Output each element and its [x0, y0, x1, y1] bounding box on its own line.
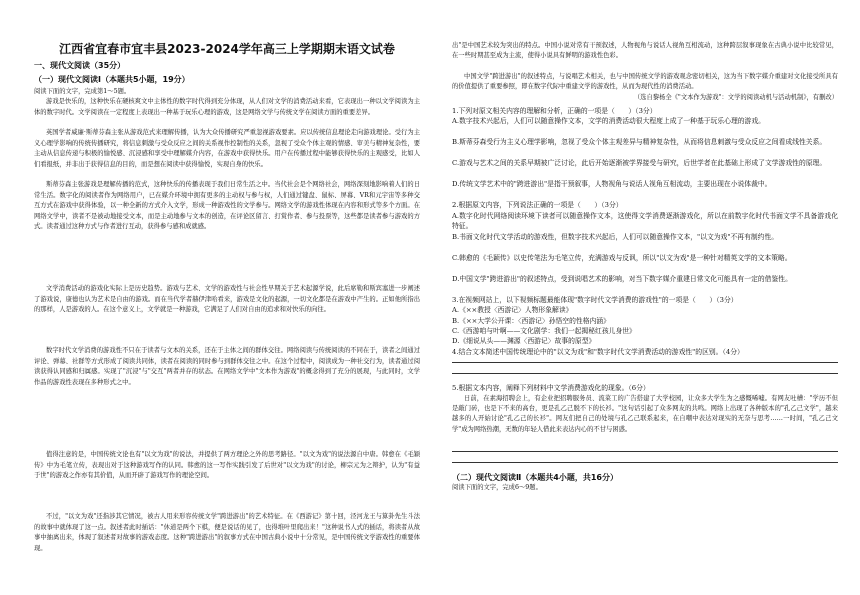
answer-line[interactable]	[452, 446, 838, 457]
question-option: C.韩愈的《毛颖传》以史传笔法为毛笔立传，充满游戏与反讽，所以"以文为戏"是一种针对精英文学的文本策略。	[452, 253, 792, 262]
passage-paragraph: 斯蒂芬森主张游戏是理解传播的范式，这种快乐的传播表现于我们日常生活之中。当代社会是个网络社会，网络深刻地影响着人们的日常生活。数字化的阅读者作为网络用户，已在媒介环境中拥有更多的主动权与参与权，人们通过键盘、鼠标、屏幕、VR和元宇宙等多种交互方式在游戏中获得体验，以一种全新的方式介入文学，形成一种游戏性的文学参与。网络文学的游戏性体现在内容和形式等多个方面。在网络文学中，读者不是被动地接受文本，而是主动地参与文本的创造，在评论区留言、打赏作者、参与投票等，这些都是读者参与游戏的方式。读者通过这种方式与作者进行互动，获得参与感和成就感。	[34, 181, 420, 231]
answer-line[interactable]	[452, 357, 838, 368]
question-option: C.游戏与艺术之间的关系早期被广泛讨论，此后开始逐渐被学界接受与研究，后世学者在此基础上形成了文学游戏性的原理。	[452, 159, 827, 168]
answer-line[interactable]	[452, 457, 838, 468]
question-option: A.数字化时代网络阅读环境下读者可以随意操作文本，这使得文学消费逐渐游戏化，所以在前数字化时代书面文学不具备游戏化特征。	[452, 211, 838, 231]
passage-paragraph: 数字时代文学消费的游戏性不只在于读者与文本的关系，还在于主体之间的群体交往。网络阅读与传统阅读的不同在于，读者之间通过评论、弹幕、社群等方式形成了阅读共同体，读者在阅读的同时参与到群体交往之中。在这个过程中，阅读成为一种社交行为，读者通过阅读获得认同感和归属感。实现了"沉浸"与"交互"两者并存的状态。在网络文学中"文本作为游戏"的概念得到了充分的展现，与此同时，文学作品的游戏性表现在多种形式之中。	[34, 347, 420, 386]
right-column	[452, 0, 838, 493]
reading-instruction: 阅读下面的文字，完成第1～5题。	[34, 88, 131, 95]
passage-paragraph: 英国学者威廉·斯蒂芬森主张从游戏范式来理解传播，认为大众传播研究严重忽视游戏要素。应以传统信息理论走向游戏理论。受行为主义心理学影响的传统传播研究，将信息刺激与受众反应之间的关系视作控制性的关系，忽视了受众个体主观的情感、审美与精神复杂性，要主动从信息传递与积极的愉悦感、沉浸感和享受中理解媒介内容，在游戏中获得快乐。用户在传播过程中能够获得快乐的主观感受，比如人们看报纸，并非出于获得信息的目的，而是想在阅读中获得愉悦，实现自身的快乐。	[34, 129, 420, 168]
question-option: A.《××教授〈西游记〉人物形象解读》	[452, 306, 573, 315]
question-option: C.《西游咱与叶啊——文化剧学：我们一起揭秘红孩儿身世》	[452, 327, 636, 336]
excerpt-source: （选自黎杨全《"文本作为游戏"：文学的阅读动机与活动机制》，有删改）	[633, 94, 838, 101]
question-option: D.《细说从头——渊源〈西游记〉故事的原型》	[452, 337, 596, 346]
question-option: D.中国文学"跨进游出"的叙述特点，受到说唱艺术的影响，对当下数字媒介重建日常文化可能具有一定的借鉴性。	[452, 274, 792, 283]
question-stem: 5.根据文本内容，阐释下列材料中文学消费游戏化的现象。（6分）	[452, 384, 650, 393]
reading-instruction: 阅读下面的文字，完成6～9题。	[452, 483, 542, 491]
question-stem: 2.根据原文内容，下列说法正确的一项是（ ）（3分）	[452, 201, 623, 210]
question-option: B.《××大学公开课：〈西游记〉孙悟空的性格内涵》	[452, 316, 610, 325]
question-stem: 3.在视频网站上，以下视频标题最能体现"数字时代文学消费的游戏性"的一项是（ ）（3分）	[452, 295, 738, 304]
passage-paragraph: 出"是中国艺术较为突出的特点。中国小说对常有干预叙述，人物视角与说话人视角互相流动，这种跨层叙事现象在古典小说中比较常见，在一些时期甚至成为主流，使得小说具有鲜明的游戏性色彩。	[452, 42, 838, 60]
passage-paragraph: 游戏是快乐的，这种快乐在硬核爽文中主体性的数字时代得到充分体现，从人们对文学的消费活动来看，它表现出一种以文学阅读为主体的数字时代。文学阅读在一定程度上表现出一种基于玩乐心理的游戏，这是网络文学与传统文学在阅读方面的重要差异。	[34, 98, 420, 116]
material-paragraph: 日前，在素海招聘会上，有企业把招聘服务员、流菜工的广告搭建了大学校园，让众多大学生为之感慨唏嘘。有网友吐槽："学历不但是敲门砖，也是下不来的高台，更是孔乙己脱不下的长衫。"这句话引起了众多网友的共鸣。网络上出现了各种版本的"孔乙己文学"，越来越多的人开始讨论"孔乙己的长衫"。网友们把自己的处境与孔乙己联系起来，在自嘲中表达对现实的无奈与思考……一时间，"孔乙己文学"成为网络热潮，无数的年轻人借此来表达内心的不甘与困惑。	[452, 394, 838, 433]
question-option: D.传统文学艺术中的"跨进游出"是指干预叙事，人物视角与说话人视角互相流动，主要出现在小说体裁中。	[452, 180, 772, 189]
question-option: B.书面文化时代文学活动的游戏性，但数字技术兴起后，人们可以随意操作文本，"以文为戏"不再有制约性。	[452, 232, 779, 241]
passage-paragraph: 值得注意的是，中国传统文论也有"以文为戏"的说法，并提供了两方理论之外的思考路径。"以文为戏"的说法源自中唐。韩愈在《毛颖传》中为毛笔立传，表现出对于这种游戏写作的认同。韩愈的这一写作实践引发了后世对"以文为戏"的讨论，柳宗元为之辩护，认为"有益于世"的游戏之作亦有其价值，从而开辟了游戏写作的理论空间。	[34, 451, 420, 480]
question-option: A.数字技术兴起后，人们可以随意操作文本，文学的消费活动很大程度上成了一种基于玩乐心理的游戏。	[452, 117, 765, 126]
passage-paragraph: 文学消费活动的游戏化实际上是历史趋势。游戏与艺术、文学的游戏性与社会性早期关于艺术起源学说，此后席勒和斯宾塞进一步阐述了游戏说，康德也认为艺术是自由的游戏。而在当代学者赫伊津哈看来，游戏是文化的起源，一切文化都是在游戏中产生的。正如他所指出的那样，人是游戏的人。在这个意义上，文学就是一种游戏，它满足了人们对自由的追求和对快乐的向往。	[34, 285, 420, 314]
passage-paragraph: 不过，"以文为戏"还指涉其它情况，被古人用来形容传统文学"跨进游出"的艺术特征。在《西游记》第十回，泾河龙王与算卦先生斗法的故事中就体现了这一点。叙述者此时插话："休道是两个下棋，便是说话的见了，也得堆叶里爬出来！"这种说书人式的插话，将读者从故事中抽离出来，体现了叙述者对故事的游戏态度。这种"跨进游出"的叙事方式在中国古典小说中十分常见，是中国传统文学游戏性的重要体现。	[34, 513, 420, 552]
subsection-heading: （一）现代文阅读Ⅰ（本题共5小题，19分）	[34, 75, 190, 84]
passage-paragraph: 中国文学"跨进游出"的叙述特点，与说唱艺术相关，也与中国传统文学的游戏观念密切相关，这为当下数字媒介重建对文化接受所具有的价值提供了重要参照，即在数字代际中重建文学的游戏性，从而为现代性的消费活动。	[452, 73, 838, 91]
subsection-heading: （二）现代文阅读Ⅱ（本题共4小题，共16分）	[452, 472, 618, 482]
exam-title: 江西省宜春市宜丰县2023-2024学年高三上学期期末语文试卷	[59, 42, 395, 56]
question-stem: 1.下列对原文相关内容的理解和分析，正确的一项是（ ）（3分）	[452, 107, 657, 115]
section-heading: 一、现代文阅读（35分）	[34, 61, 126, 70]
question-stem: 4.结合文本简述中国传统理论中的"以文为戏"和"数字时代文学消费活动的游戏性"的区别。（4分）	[452, 347, 744, 356]
question-option: B.斯蒂芬森受行为主义心理学影响，忽视了受众个体主观差异与精神复杂性，从而将信息刺激与受众反应之间看成线性关系。	[452, 138, 827, 147]
left-column	[34, 0, 420, 564]
answer-line[interactable]	[452, 368, 838, 379]
